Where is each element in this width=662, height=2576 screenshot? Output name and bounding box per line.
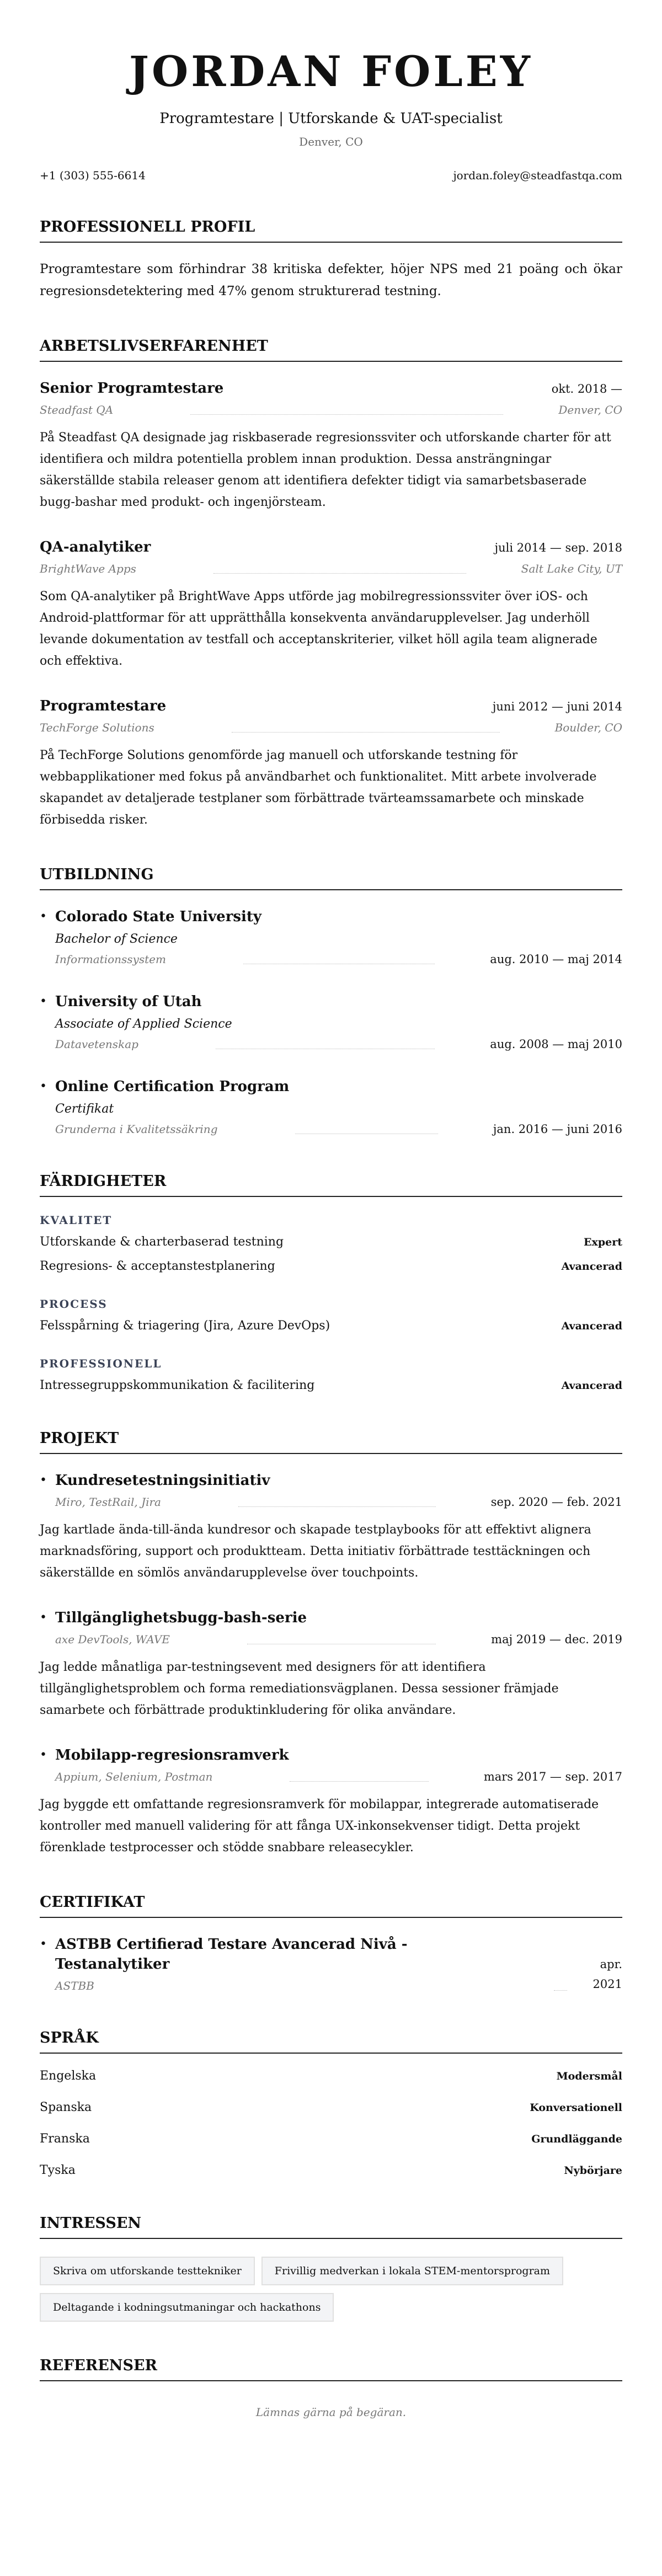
- section-heading: ARBETSLIVSERFARENHET: [40, 336, 622, 362]
- company-name: BrightWave Apps: [40, 562, 136, 575]
- skill-level: Avancerad: [561, 1380, 622, 1392]
- contact-row: [40, 168, 622, 183]
- section-heading: CERTIFIKAT: [40, 1893, 622, 1918]
- job-dates: okt. 2018 —: [551, 382, 622, 396]
- skill-group: [40, 1296, 622, 1335]
- job-description: På TechForge Solutions genomförde jag manuell och utforskande testning för webbapplikationer med fokus på användbarhet och funktionalitet. Mitt arbete involverade skapandet av detaljerade testplaner som förbättrade tvärteamssamarbete och minskade förbisedda risker.: [40, 749, 597, 827]
- language-level: Modersmål: [556, 2070, 622, 2082]
- company-name: Steadfast QA: [40, 403, 114, 416]
- projects-section: [40, 1429, 622, 1858]
- project-tools: Appium, Selenium, Postman: [55, 1770, 213, 1783]
- skill-row: [40, 1317, 622, 1335]
- project-name: Mobilapp-regresionsramverk: [55, 1747, 289, 1763]
- school-name: Colorado State University: [55, 908, 262, 925]
- dotted-leader: [554, 1990, 567, 1991]
- candidate-location: Denver, CO: [299, 135, 363, 148]
- skill-group: [40, 1212, 622, 1275]
- project-dates: maj 2019 — dec. 2019: [491, 1633, 622, 1646]
- skill-name: Regresions- & acceptanstestplanering: [40, 1259, 275, 1273]
- section-heading: SPRÅK: [40, 2028, 622, 2054]
- job-entry: [40, 378, 622, 513]
- bullet-icon: •: [40, 1079, 47, 1093]
- resume-header: [40, 49, 622, 183]
- section-heading: FÄRDIGHETER: [40, 1172, 622, 1197]
- job-location: Boulder, CO: [554, 721, 622, 734]
- skill-category: PROCESS: [40, 1297, 108, 1311]
- bullet-icon: •: [40, 1937, 47, 1951]
- education-dates: aug. 2008 — maj 2010: [490, 1038, 622, 1051]
- section-heading: INTRESSEN: [40, 2214, 622, 2239]
- education-field-row: [55, 951, 622, 968]
- degree: Bachelor of Science: [55, 932, 178, 946]
- job-title-row: [40, 696, 622, 716]
- dotted-leader: [213, 573, 466, 574]
- language-row: [40, 2130, 622, 2148]
- language-row: [40, 2099, 622, 2117]
- field-of-study: Datavetenskap: [55, 1038, 138, 1051]
- dotted-leader: [238, 1506, 436, 1507]
- skill-row: [40, 1377, 622, 1394]
- bullet-icon: •: [40, 910, 47, 923]
- job-entry: [40, 537, 622, 672]
- language-name: Franska: [40, 2132, 90, 2146]
- certificates-section: [40, 1893, 622, 1994]
- project-tools: axe DevTools, WAVE: [55, 1633, 170, 1646]
- school-name: Online Certification Program: [55, 1078, 290, 1095]
- bullet-icon: •: [40, 1748, 47, 1762]
- skill-level: Avancerad: [561, 1320, 622, 1332]
- certificate-issuer: ASTBB: [55, 1979, 94, 1992]
- skill-category: PROFESSIONELL: [40, 1357, 162, 1370]
- job-title-row: [40, 378, 622, 398]
- education-entry: [40, 907, 622, 968]
- dotted-leader: [232, 732, 500, 733]
- education-entry: [40, 992, 622, 1052]
- job-dates: juli 2014 — sep. 2018: [494, 541, 622, 554]
- education-entry: [40, 1077, 622, 1137]
- education-dates: jan. 2016 — juni 2016: [493, 1123, 622, 1136]
- job-location: Salt Lake City, UT: [521, 562, 622, 575]
- language-level: Nybörjare: [564, 2165, 622, 2177]
- project-dates: sep. 2020 — feb. 2021: [490, 1495, 622, 1509]
- dotted-leader: [190, 414, 503, 415]
- project-tools-row: [55, 1494, 622, 1510]
- certificate-info: [55, 1934, 452, 1994]
- project-name: Kundresetestningsinitiativ: [55, 1472, 270, 1489]
- language-row: [40, 2162, 622, 2179]
- candidate-name: JORDAN FOLEY: [129, 47, 533, 96]
- section-heading: UTBILDNING: [40, 865, 622, 890]
- skill-name: Utforskande & charterbaserad testning: [40, 1235, 284, 1249]
- skill-level: Avancerad: [561, 1260, 622, 1273]
- dotted-leader: [290, 1781, 428, 1782]
- interests-section: [40, 2214, 622, 2322]
- language-level: Konversationell: [530, 2102, 622, 2114]
- section-heading: PROJEKT: [40, 1429, 622, 1454]
- references-note: Lämnas gärna på begäran.: [255, 2406, 407, 2419]
- bullet-icon: •: [40, 995, 47, 1008]
- languages-section: [40, 2028, 622, 2179]
- profile-summary: Programtestare som förhindrar 38 kritiska defekter, höjer NPS med 21 poäng och ökar regresionsdetektering med 47% genom strukturerad testning.: [40, 262, 622, 298]
- references-section: [40, 2356, 622, 2419]
- project-entry: [40, 1745, 622, 1858]
- experience-section: [40, 336, 622, 831]
- section-heading: PROFESSIONELL PROFIL: [40, 217, 622, 243]
- project-tools-row: [55, 1768, 622, 1785]
- skill-row: [40, 1233, 622, 1251]
- project-dates: mars 2017 — sep. 2017: [483, 1770, 622, 1783]
- school-name: University of Utah: [55, 993, 202, 1010]
- project-description: Jag ledde månatliga par-testningsevent med designers för att identifiera tillgänglighetsproblem och forma remediationsvägplanen. Dessa sessioner främjade samarbete och förbättrade produktinkludering för olika användare.: [40, 1660, 559, 1717]
- skill-name: Intressegruppskommunikation & facilitering: [40, 1378, 315, 1392]
- phone: +1 (303) 555-6614: [40, 169, 146, 182]
- project-name: Tillgänglighetsbugg-bash-serie: [55, 1610, 307, 1626]
- certificate-date: apr. 2021: [592, 1958, 622, 1991]
- education-field-row: [55, 1036, 622, 1052]
- language-level: Grundläggande: [531, 2133, 622, 2145]
- interest-tag: Frivillig medverkan i lokala STEM-mentorsprogram: [261, 2257, 563, 2285]
- job-dates: juni 2012 — juni 2014: [492, 700, 622, 713]
- education-field-row: [55, 1121, 622, 1137]
- job-description: Som QA-analytiker på BrightWave Apps utförde jag mobilregressionssviter över iOS- och Android-plattformar för att upprätthålla konsekventa användarupplevelser. Jag underhöll levande dokumentation av testfall och acceptanskriterier, vilket höll agila team alignerade och effektiva.: [40, 590, 597, 668]
- language-row: [40, 2067, 622, 2085]
- skill-level: Expert: [584, 1236, 622, 1248]
- project-description: Jag kartlade ända-till-ända kundresor och skapade testplaybooks för att effektivt alignera marknadsföring, support och produktteam. Detta initiativ förbättrade testtäckningen och säkerställde en sömlös användarupplevelse över touchpoints.: [40, 1523, 591, 1580]
- project-description: Jag byggde ett omfattande regresionsramverk för mobilappar, integrerade automatiserade kontroller med manuell validering för att fånga UX-inkonsekvenser tidigt. Detta projekt förenklade testprocesser och stödde snabbare releasecykler.: [40, 1798, 599, 1854]
- skills-section: [40, 1172, 622, 1394]
- section-heading: REFERENSER: [40, 2356, 622, 2381]
- certificate-entry: [40, 1934, 622, 1994]
- job-company-row: [40, 402, 622, 418]
- company-name: TechForge Solutions: [40, 721, 154, 734]
- project-tools: Miro, TestRail, Jira: [55, 1495, 161, 1509]
- profile-section: [40, 217, 622, 302]
- interest-tag: Deltagande i kodningsutmaningar och hackathons: [40, 2293, 334, 2322]
- language-name: Spanska: [40, 2101, 92, 2114]
- certificate-name: ASTBB Certifierad Testare Avancerad Nivå - Testanalytiker: [55, 1936, 408, 1973]
- email[interactable]: jordan.foley@steadfastqa.com: [453, 169, 622, 182]
- candidate-title: Programtestare | Utforskande & UAT-specialist: [159, 110, 503, 127]
- project-entry: [40, 1471, 622, 1584]
- job-company-row: [40, 560, 622, 577]
- job-title: QA-analytiker: [40, 539, 151, 555]
- bullet-icon: •: [40, 1473, 47, 1487]
- certificate-row: [55, 1934, 622, 1994]
- bullet-icon: •: [40, 1611, 47, 1624]
- project-tools-row: [55, 1631, 622, 1648]
- skill-row: [40, 1258, 622, 1275]
- degree: Associate of Applied Science: [55, 1017, 232, 1031]
- skill-category: KVALITET: [40, 1214, 113, 1227]
- job-description: På Steadfast QA designade jag riskbaserade regresionssviter och utforskande charter för att identifiera och mildra potentiella problem innan produktion. Dessa ansträngningar säkerställde stabila releaser genom att identifiera defekter tidigt via samarbetsbaserade bugg-bashar med produkt- och ingenjörsteam.: [40, 431, 611, 509]
- education-section: [40, 865, 622, 1137]
- interest-tag: Skriva om utforskande testtekniker: [40, 2257, 255, 2285]
- job-entry: [40, 696, 622, 831]
- job-title: Senior Programtestare: [40, 380, 224, 397]
- field-of-study: Informationssystem: [55, 953, 166, 966]
- language-name: Tyska: [40, 2163, 76, 2177]
- degree: Certifikat: [55, 1102, 114, 1116]
- job-title-row: [40, 537, 622, 557]
- skill-name: Felsspårning & triagering (Jira, Azure DevOps): [40, 1319, 330, 1333]
- job-company-row: [40, 719, 622, 736]
- job-title: Programtestare: [40, 698, 167, 714]
- job-location: Denver, CO: [558, 403, 622, 416]
- language-name: Engelska: [40, 2069, 97, 2083]
- project-entry: [40, 1608, 622, 1721]
- skill-group: [40, 1356, 622, 1394]
- field-of-study: Grunderna i Kvalitetssäkring: [55, 1123, 218, 1136]
- education-dates: aug. 2010 — maj 2014: [490, 953, 622, 966]
